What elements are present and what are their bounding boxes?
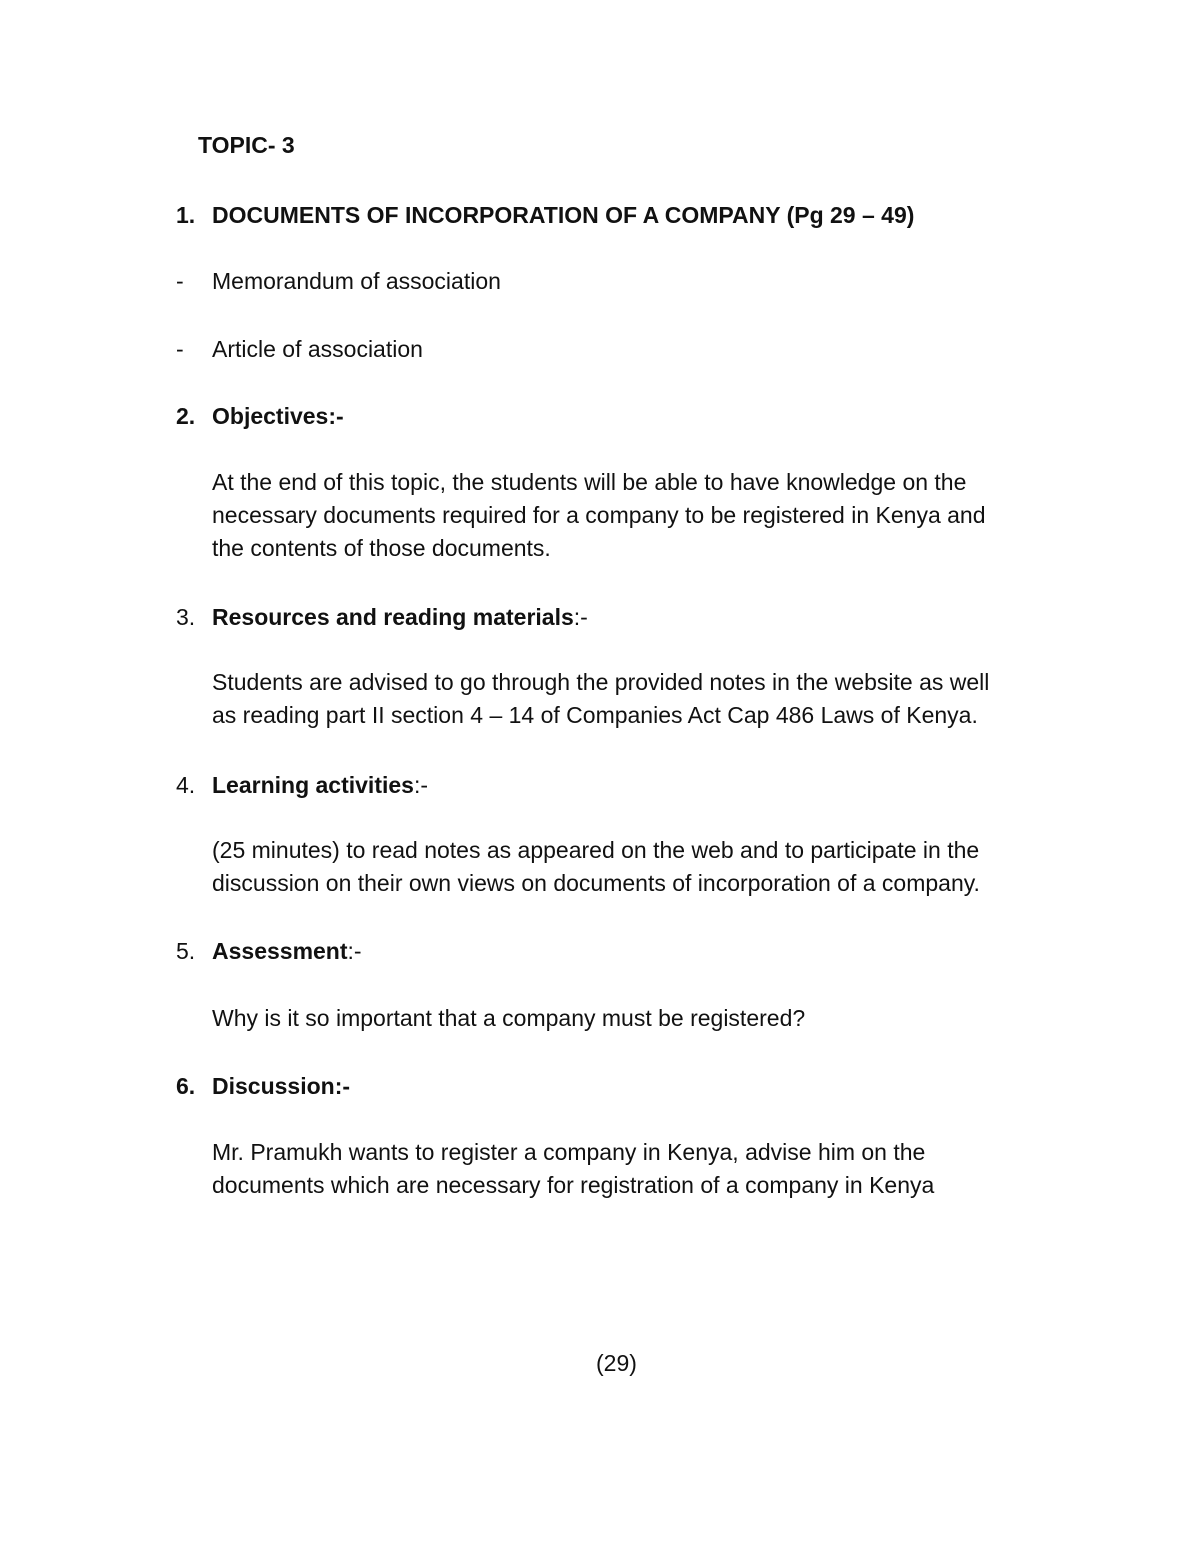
section-5-suffix: :- (347, 938, 362, 964)
section-1-heading: DOCUMENTS OF INCORPORATION OF A COMPANY (Pg 29 – 49) (212, 202, 915, 228)
section-5-number: 5. (176, 938, 196, 964)
section-3-suffix: :- (573, 604, 588, 630)
paragraph-line: Students are advised to go through the provided notes in the website as well (212, 669, 990, 695)
list-bullet: - (176, 268, 184, 294)
paragraph-line: (25 minutes) to read notes as appeared on the web and to participate in the (212, 837, 980, 863)
objectives-paragraph (212, 466, 1092, 565)
section-1-number: 1. (176, 202, 196, 228)
paragraph-line: Mr. Pramukh wants to register a company in Kenya, advise him on the (212, 1139, 926, 1165)
resources-paragraph (212, 666, 1092, 732)
list-item-memorandum: Memorandum of association (212, 268, 501, 294)
assessment-paragraph (212, 1002, 1092, 1035)
topic-title: TOPIC- 3 (198, 132, 295, 158)
page-number: (29) (596, 1350, 637, 1376)
section-6-number: 6. (176, 1073, 196, 1099)
paragraph-line: documents which are necessary for registration of a company in Kenya (212, 1172, 935, 1198)
paragraph-line: the contents of those documents. (212, 535, 551, 561)
section-6-heading: Discussion:- (212, 1073, 351, 1099)
section-3-heading-line (212, 606, 588, 629)
section-2-heading: Objectives:- (212, 403, 344, 429)
paragraph-line: At the end of this topic, the students will be able to have knowledge on the (212, 469, 967, 495)
discussion-paragraph (212, 1136, 1092, 1202)
section-5-heading-line (212, 940, 362, 963)
section-4-suffix: :- (413, 772, 429, 798)
section-5-heading: Assessment (212, 938, 348, 964)
section-4-heading: Learning activities (212, 772, 414, 798)
activities-paragraph (212, 834, 1092, 900)
section-3-heading: Resources and reading materials (212, 604, 574, 630)
list-bullet: - (176, 336, 184, 362)
paragraph-line: Why is it so important that a company must be registered? (212, 1005, 806, 1031)
paragraph-line: as reading part II section 4 – 14 of Companies Act Cap 486 Laws of Kenya. (212, 702, 978, 728)
paragraph-line: necessary documents required for a company to be registered in Kenya and (212, 502, 986, 528)
section-3-number: 3. (176, 604, 196, 630)
list-item-articles: Article of association (212, 336, 423, 362)
section-4-number: 4. (176, 772, 196, 798)
section-4-heading-line (212, 774, 428, 797)
section-2-number: 2. (176, 403, 196, 429)
paragraph-line: discussion on their own views on documents of incorporation of a company. (212, 870, 980, 896)
